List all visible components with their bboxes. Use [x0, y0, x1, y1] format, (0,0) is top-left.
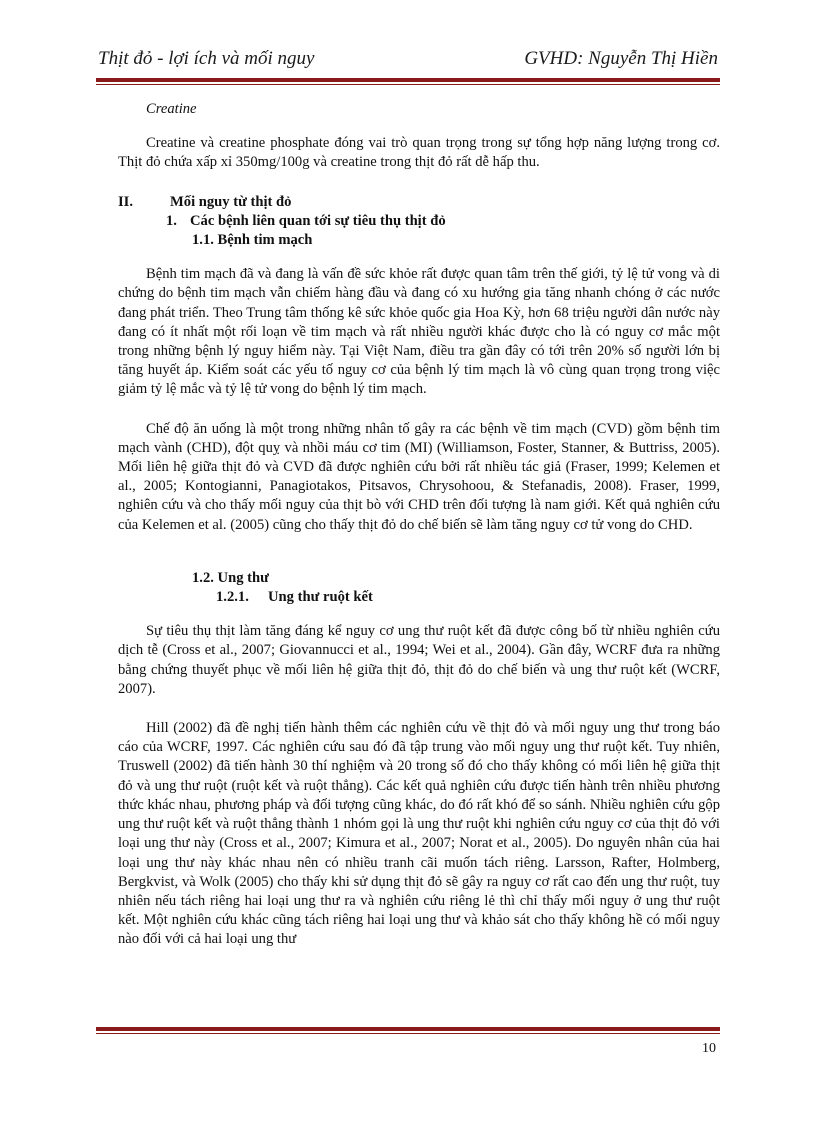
section-ii-title: Mối nguy từ thịt đỏ — [170, 193, 292, 210]
header-advisor: GVHD: Nguyễn Thị Hiền — [524, 48, 718, 69]
section-ii-number: II. — [118, 193, 134, 210]
section-1-2-1-title: Ung thư ruột kết — [268, 589, 373, 606]
colon-cancer-paragraph-2: Hill (2002) đã đề nghị tiến hành thêm các nghiên cứu về thịt đỏ và mối nguy ung thư trong báo cáo của WCRF, 1997. Các nghiên cứu sau đó đã tập trung vào mối nguy ung thư ruột kết. Tuy nhiên, Truswell (2002) đã tiến hành 30 thí nghiệm và 20 trong số đó cho thấy không có mối liên hệ giữa thịt đỏ và ung thư ruột (ruột kết và ruột thẳng). Các kết quả nghiên cứu được tiến hành trên nhiều phương thức khác nhau, phương pháp và đối tượng cũng khác, do đó rất khó để so sánh. Nhiều nghiên cứu gộp ung thư ruột kết và ruột thẳng thành 1 nhóm gọi là ung thư ruột khi nghiên cứu nguy cơ của thịt đỏ với loại ung thư này (Cross et al., 2007; Kimura et al., 2007; Norat et al., 2005). Do nguyên nhân của hai loại ung thư này khác nhau nên có nhiều tranh cãi muốn tách riêng. Larsson, Rafter, Holmberg, Bergkvist, và Wolk (2005) cho thấy khi sử dụng thịt đỏ sẽ gây ra nguy cơ rất cao đến ung thư ruột, tuy nhiên nếu tách riêng hai loại ung thư ra và nghiên cứu riêng lẻ thì chỉ thấy mối nguy ở ung thư ruột kết. Một nghiên cứu khác cũng tách riêng hai loại ung thư và khảo sát cho thấy không hề có mối nguy nào đối với cả hai loại ung thư — [118, 720, 720, 948]
section-1-2-1-heading — [118, 588, 720, 607]
page-number: 10 — [702, 1041, 716, 1056]
page-header — [98, 48, 718, 70]
creatine-paragraph: Creatine và creatine phosphate đóng vai trò quan trọng trong sự tổng hợp năng lượng trong cơ. Thịt đỏ chứa xấp xỉ 350mg/100g và creatine trong thịt đỏ rất dễ hấp thu. — [118, 135, 720, 171]
footer-rule-thick — [96, 1027, 720, 1031]
section-1-2-heading: 1.2. Ung thư — [192, 569, 269, 586]
section-1-2-1-number: 1.2.1. — [216, 589, 249, 606]
footer-rule-thin — [96, 1033, 720, 1034]
cardio-paragraph-1: Bệnh tim mạch đã và đang là vấn đề sức khỏe rất được quan tâm trên thế giới, tỷ lệ tử vong và di chứng do bệnh tim mạch vẫn chiếm hàng đầu và đang có xu hướng gia tăng nhanh chóng ở các nước đang phát triển. Theo Trung tâm thống kê sức khỏe quốc gia Hoa Kỳ, hơn 68 triệu người dân nước này đang có ít nhất một rối loạn về tim mạch và rất nhiều người khác được cho là có nguy cơ mắc một trong những bệnh lý nguy hiểm này. Tại Việt Nam, điều tra gần đây có tới trên 20% số người lớn bị tăng huyết áp. Kiểm soát các yếu tố nguy cơ của bệnh lý tim mạch là vô cùng quan trọng trong việc giảm tỷ lệ mắc và tỷ lệ tử vong do bệnh lý tim mạch. — [118, 266, 720, 398]
section-1-1-heading: 1.1. Bệnh tim mạch — [192, 232, 313, 249]
header-title: Thịt đỏ - lợi ích và mối nguy — [98, 48, 315, 69]
header-rule-thick — [96, 78, 720, 82]
header-rule-thin — [96, 84, 720, 85]
section-1-title: Các bệnh liên quan tới sự tiêu thụ thịt đỏ — [190, 212, 446, 229]
section-1-number: 1. — [166, 212, 177, 229]
page-content — [118, 100, 720, 950]
cardio-paragraph-2: Chế độ ăn uống là một trong những nhân tố gây ra các bệnh về tim mạch (CVD) gồm bệnh tim mạch vành (CHD), đột quỵ và nhồi máu cơ tim (MI) (Williamson, Foster, Stanner, & Buttriss, 2005). Mối liên hệ giữa thịt đỏ và CVD đã được nghiên cứu bởi rất nhiều tác giả (Fraser, 1999; Kelemen et al., 2005; Kontogianni, Panagiotakos, Pitsavos, Chrysohoou, & Stefanadis, 2008). Fraser, 1999, nghiên cứu và cho thấy mối nguy của thịt bò với CHD trên đối tượng là nam giới. Kết quả nghiên cứu của Kelemen et al. (2005) cũng cho thấy thịt đỏ do chế biến sẽ làm tăng nguy cơ tử vong do CHD. — [118, 420, 720, 533]
creatine-heading: Creatine — [146, 101, 197, 117]
section-1-heading — [118, 212, 720, 231]
colon-cancer-paragraph-1: Sự tiêu thụ thịt làm tăng đáng kể nguy cơ ung thư ruột kết đã được công bố từ nhiều nghiên cứu dịch tễ (Cross et al., 2007; Giovannucci et al., 1994; Wei et al., 2004). Gần đây, WCRF đưa ra những bằng chứng thuyết phục về mối liên hệ giữa thịt đỏ, thịt đỏ do chế biến và ung thư ruột kết (WCRF, 2007). — [118, 623, 720, 697]
section-ii-heading — [118, 193, 720, 212]
